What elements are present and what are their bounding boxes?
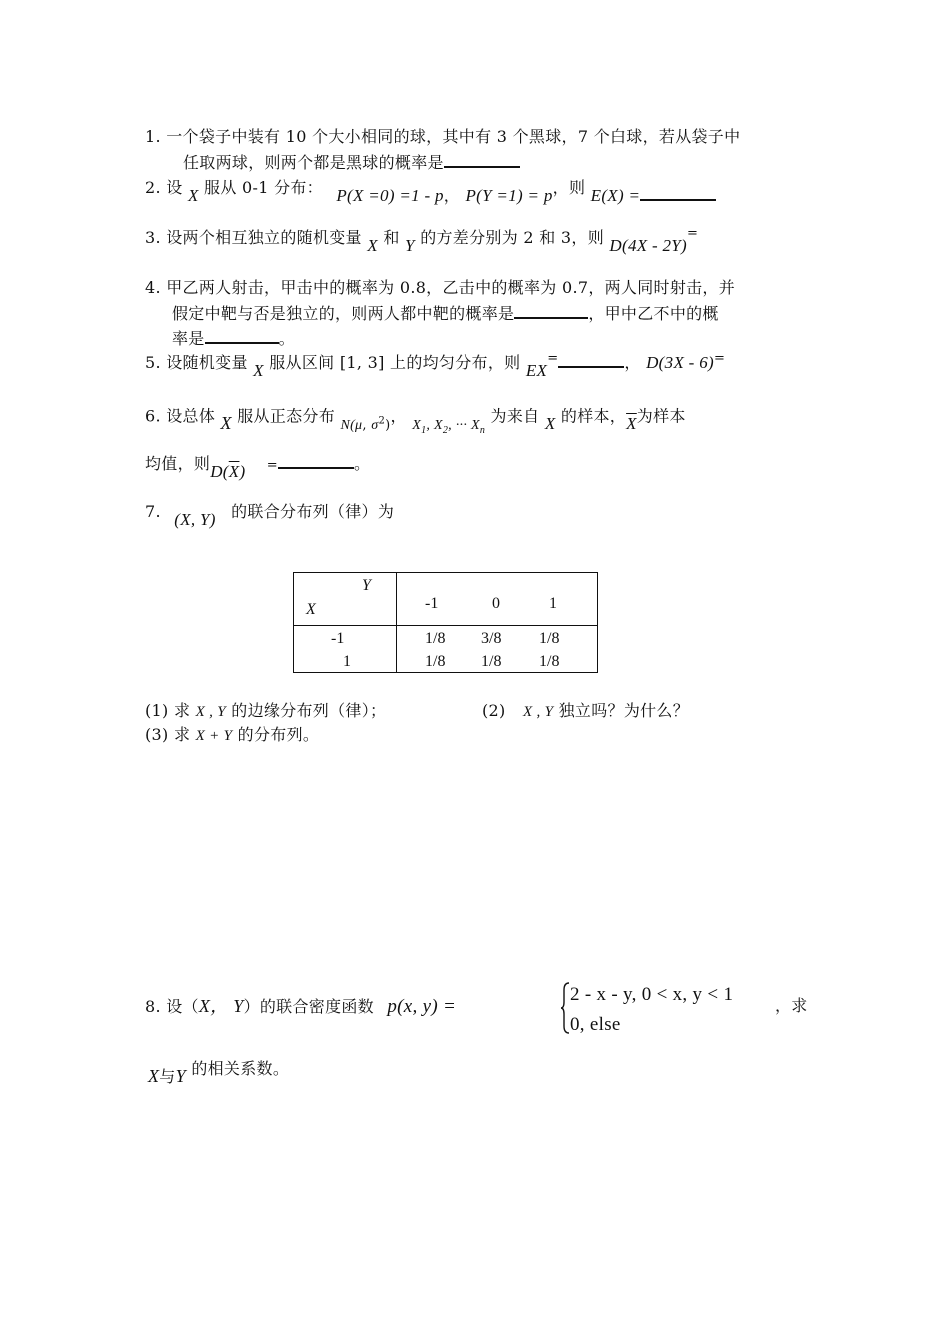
q7-sub3-vars: X + Y — [195, 728, 233, 744]
q6-from: 为来自 — [490, 406, 540, 426]
q4-line2 — [172, 301, 719, 326]
q4-answer-blank-1 — [514, 301, 588, 319]
x-value-2: 1 — [343, 653, 351, 670]
y-value-2: 0 — [492, 595, 500, 612]
q7-sub3-prefix: (3) 求 — [145, 725, 191, 744]
q8-func: p(x, y) = — [387, 996, 457, 1017]
cell-r2-c2: 1/8 — [481, 653, 502, 670]
q7-text: 的联合分布列（律）为 — [231, 502, 395, 521]
q8-line2-text: 的相关系数。 — [191, 1059, 290, 1078]
table-header-row — [294, 573, 598, 626]
q8-line1 — [145, 994, 456, 1019]
q5-var-x: X — [253, 361, 264, 380]
q4-line3 — [172, 326, 295, 351]
q2-prefix: 2. 设 — [145, 178, 183, 197]
q6-answer-blank — [278, 455, 354, 469]
q3-var-y: Y — [405, 236, 415, 255]
cell-r1-c1: 1/8 — [425, 630, 446, 647]
q6-eq: = — [266, 458, 278, 473]
q3-eq: = — [687, 226, 699, 241]
q5-answer-blank — [558, 354, 624, 368]
q3-line — [145, 226, 699, 255]
q4-line3a: 率是 — [172, 329, 205, 348]
q1-line1: 1. 一个袋子中装有 10 个大小相同的球，其中有 3 个黑球，7 个白球，若从袋子中 — [145, 127, 741, 146]
cell-r2-c1: 1/8 — [425, 653, 446, 670]
cell-r1-c3: 1/8 — [539, 630, 560, 647]
q3-and: 和 — [383, 228, 400, 247]
q8-vars: X， Y — [198, 996, 244, 1016]
q4-line1: 4. 甲乙两人射击，甲击中的概率为 0.8，乙击中的概率为 0.7，两人同时射击，并 — [145, 278, 736, 297]
q5-eq2: = — [713, 351, 726, 366]
q6-mean: 为样本 — [636, 406, 686, 426]
q1-answer-blank — [444, 150, 520, 168]
q2-text: 服从 0-1 分布： — [204, 178, 323, 197]
q7-line — [145, 500, 395, 529]
q8-brace — [560, 982, 570, 1034]
x-value-1: -1 — [331, 630, 345, 647]
q7-sub3-text: 的分布列。 — [237, 725, 320, 744]
q8-line2 — [148, 1056, 290, 1086]
q6-dxbar: $D(\overline{X})$ — [210, 462, 246, 481]
table-y-label: Y — [362, 577, 371, 594]
q1-line2 — [183, 150, 520, 175]
table-probabilities — [397, 626, 598, 673]
q5-prefix: 5. 设随机变量 — [145, 353, 248, 372]
table-row — [294, 626, 598, 673]
q1-line2-text: 任取两球，则两个都是黑球的概率是 — [183, 153, 444, 172]
q2-p0: P(X =0) =1 - p — [336, 186, 444, 205]
y-value-3: 1 — [549, 595, 557, 612]
q7-sub1-text: 的边缘分布列（律）； — [231, 701, 387, 720]
q3-prefix: 3. 设两个相互独立的随机变量 — [145, 228, 362, 247]
q7-sub2 — [482, 699, 689, 724]
q6-line2 — [145, 452, 371, 481]
q7-sub1 — [145, 699, 386, 724]
q5-dexpr: D(3X - 6) — [646, 353, 714, 372]
q4-answer-blank-2 — [205, 326, 279, 344]
q2-p1: P(Y =1) = p — [465, 186, 553, 205]
q2-ex: E(X) = — [590, 186, 641, 205]
q8-case1: 2 - x - y, 0 < x, y < 1 — [570, 984, 734, 1005]
q6-text: 服从正态分布 — [237, 406, 336, 426]
q5-comma: ， — [624, 353, 641, 372]
table-y-values — [397, 573, 598, 626]
q6-samples: $X_1$, $X_2$, ··· $X_n$ — [412, 418, 486, 437]
table-x-values — [294, 626, 397, 673]
q6-line1 — [145, 402, 686, 435]
q4-line2a: 假定中靶与否是独立的，则两人都中靶的概率是 — [172, 304, 515, 323]
q5-ex: EX — [525, 361, 548, 380]
q4-line3b: 。 — [278, 329, 295, 348]
q7-sub1-vars: X , Y — [195, 704, 226, 720]
table-corner-cell — [294, 573, 397, 626]
q7-sub2-prefix: (2) — [482, 701, 506, 720]
q8-line2-with: 与 — [159, 1067, 176, 1086]
q7-sub2-vars: X , Y — [522, 704, 554, 720]
q7-sub3 — [145, 723, 319, 748]
q6-end: 。 — [354, 454, 371, 473]
q5-eq1: = — [547, 351, 559, 366]
q6-line2a: 均值，则 — [145, 454, 211, 473]
q8-prefix: 8. 设（ — [145, 997, 199, 1016]
q7-pair: (X, Y) — [174, 510, 216, 529]
q8-case2: 0, else — [570, 1014, 621, 1035]
q8-line2-x: X — [148, 1066, 160, 1086]
q8-ask: ，求 — [775, 996, 808, 1015]
q2-answer-blank — [640, 191, 716, 201]
q7-sub2-text: 独立吗？为什么？ — [558, 701, 690, 720]
q6-xbar: $\overline{X}$ — [626, 414, 637, 434]
q7-prefix: 7. — [145, 502, 161, 521]
q3-var-x: X — [367, 236, 378, 255]
q3-expr: D(4X - 2Y) — [609, 236, 688, 255]
q6-var-x: X — [220, 413, 232, 434]
q7-sub1-prefix: (1) 求 — [145, 701, 191, 720]
cell-r1-c2: 3/8 — [481, 630, 502, 647]
q2-line — [145, 176, 716, 205]
q6-var-x2: X — [544, 414, 556, 434]
q6-comma: ， — [390, 406, 407, 426]
q8-line2-y: Y — [175, 1066, 186, 1086]
q2-var-x: X — [187, 186, 199, 205]
q5-text: 服从区间 [1, 3] 上的均匀分布，则 — [269, 353, 521, 372]
q3-text: 的方差分别为 2 和 3，则 — [420, 228, 605, 247]
joint-distribution-table — [293, 572, 598, 673]
q2-comma: ， — [443, 186, 461, 205]
table-x-label: X — [306, 601, 316, 618]
q6-prefix: 6. 设总体 — [145, 406, 216, 426]
y-value-1: -1 — [425, 595, 439, 612]
q2-then: ，则 — [552, 178, 586, 197]
q4-line2b: ，甲中乙不中的概 — [588, 304, 719, 323]
q8-text: ）的联合密度函数 — [243, 997, 374, 1016]
cell-r2-c3: 1/8 — [539, 653, 560, 670]
q5-line — [145, 351, 726, 380]
q6-sample: 的样本， — [560, 406, 627, 426]
q6-dist: N(μ, σ2) — [340, 416, 391, 434]
